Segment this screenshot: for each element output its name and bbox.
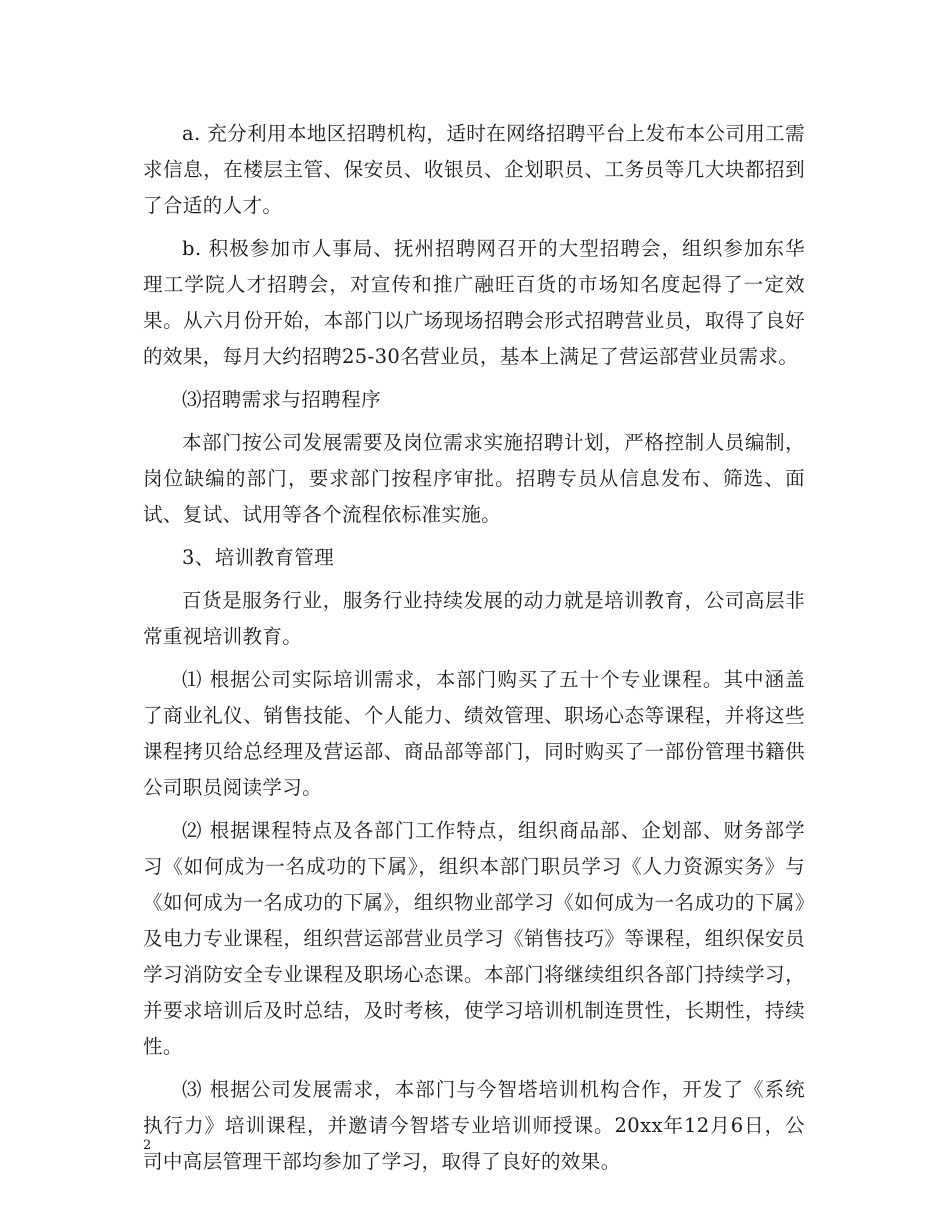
paragraph-recruitment-agencies: a. 充分利用本地区招聘机构，适时在网络招聘平台上发布本公司用工需求信息，在楼层主管、保安员、收银员、企划职员、工务员等几大块都招到了合适的人才。 xyxy=(143,122,805,217)
section-heading-recruitment-procedure: ⑶招聘需求与招聘程序 xyxy=(182,388,382,411)
paragraph-job-fairs: b. 积极参加市人事局、抚州招聘网召开的大型招聘会，组织参加东华理工学院人才招聘会，对宣传和推广融旺百货的市场知名度起得了一定效果。从六月份开始，本部门以广场现场招聘会形式招聘营业员，取得了良好的效果，每月大约招聘25-30名营业员，基本上满足了营运部营业员需求。 xyxy=(143,237,805,368)
section-heading-training: 3、培训教育管理 xyxy=(182,546,335,569)
paragraph-training-item-1: ⑴ 根据公司实际培训需求，本部门购买了五十个专业课程。其中涵盖了商业礼仪、销售技能、个人能力、绩效管理、职场心态等课程，并将这些课程拷贝给总经理及营运部、商品部等部门，同时购买了一部份管理书籍供公司职员阅读学习。 xyxy=(143,668,805,799)
document-body xyxy=(143,116,805,1187)
paragraph-training-item-2: ⑵ 根据课程特点及各部门工作特点，组织商品部、企划部、财务部学习《如何成为一名成功的下属》，组织本部门职员学习《人力资源实务》与《如何成为一名成功的下属》，组织物业部学习《如何成为一名成功的下属》及电力专业课程，组织营运部营业员学习《销售技巧》等课程，组织保安员学习消防安全专业课程及职场心态课。本部门将继续组织各部门持续学习，并要求培训后及时总结，及时考核，使学习培训机制连贯性，长期性，持续性。 xyxy=(143,819,805,1058)
paragraph-training-intro: 百货是服务行业，服务行业持续发展的动力就是培训教育，公司高层非常重视培训教育。 xyxy=(143,589,805,648)
paragraph-recruitment-procedure: 本部门按公司发展需要及岗位需求实施招聘计划，严格控制人员编制，岗位缺编的部门，要求部门按程序审批。招聘专员从信息发布、筛选、面试、复试、试用等各个流程依标准实施。 xyxy=(143,431,805,526)
paragraph-training-item-3: ⑶ 根据公司发展需求，本部门与今智塔培训机构合作，开发了《系统执行力》培训课程，并邀请今智塔专业培训师授课。20xx年12月6日，公司中高层管理干部均参加了学习，取得了良好的效果。 xyxy=(143,1078,805,1173)
page-number: 2 xyxy=(143,1138,152,1153)
